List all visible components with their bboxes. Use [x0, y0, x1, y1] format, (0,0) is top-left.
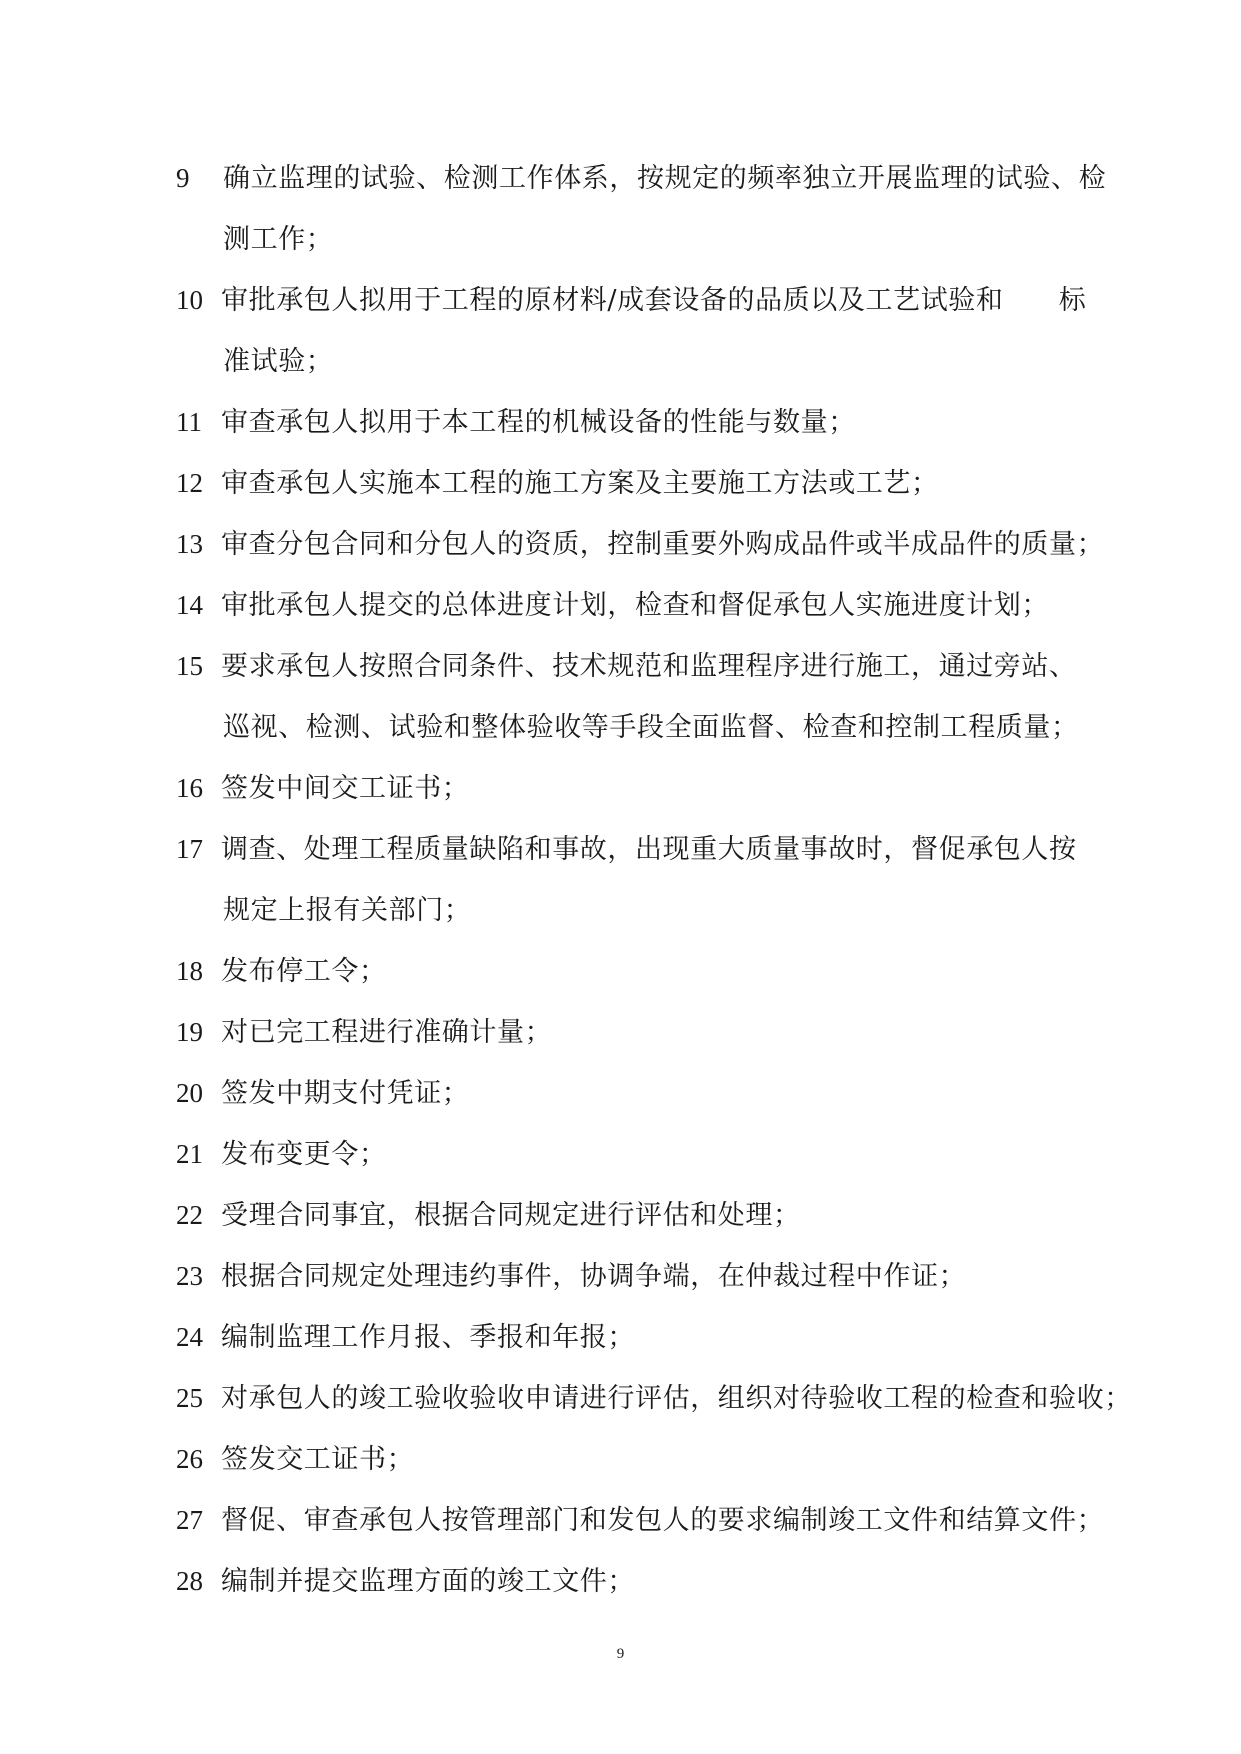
list-item — [176, 148, 1156, 270]
list-item-line — [176, 514, 1156, 575]
list-item-line — [176, 941, 1156, 1002]
item-text-continuation: 测工作； — [223, 224, 334, 255]
list-item-line — [176, 1246, 1156, 1307]
item-text: 发布停工令； — [221, 956, 387, 987]
item-number: 18 — [176, 956, 203, 986]
list-item-line — [176, 270, 1156, 331]
list-item-line — [176, 1185, 1156, 1246]
duty-list — [176, 148, 1156, 1612]
list-item-line — [176, 392, 1156, 453]
item-number: 28 — [176, 1566, 203, 1596]
list-item — [176, 819, 1156, 941]
list-item — [176, 1002, 1156, 1063]
list-item-line — [176, 636, 1156, 697]
item-text: 受理合同事宜，根据合同规定进行评估和处理； — [221, 1200, 801, 1231]
item-number: 21 — [176, 1139, 203, 1169]
list-item — [176, 758, 1156, 819]
item-number: 19 — [176, 1017, 203, 1047]
item-text-continuation: 巡视、检测、试验和整体验收等手段全面监督、检查和控制工程质量； — [223, 712, 1079, 743]
list-item — [176, 1307, 1156, 1368]
item-text: 编制并提交监理方面的竣工文件； — [221, 1566, 635, 1597]
list-item — [176, 453, 1156, 514]
page-number: 9 — [616, 1646, 625, 1662]
item-text: 审批承包人提交的总体进度计划，检查和督促承包人实施进度计划； — [221, 590, 1049, 621]
list-item — [176, 1063, 1156, 1124]
list-item — [176, 636, 1156, 758]
item-text: 督促、审查承包人按管理部门和发包人的要求编制竣工文件和结算文件； — [221, 1505, 1105, 1536]
list-item-line — [176, 758, 1156, 819]
item-text: 调查、处理工程质量缺陷和事故，出现重大质量事故时，督促承包人按 — [221, 834, 1077, 865]
item-number: 27 — [176, 1505, 203, 1535]
item-number: 26 — [176, 1444, 203, 1474]
item-text: 对承包人的竣工验收验收申请进行评估，组织对待验收工程的检查和验收； — [221, 1383, 1132, 1414]
list-item — [176, 1368, 1156, 1429]
item-text: 编制监理工作月报、季报和年报； — [221, 1322, 635, 1353]
item-text: 审查分包合同和分包人的资质，控制重要外购成品件或半成品件的质量； — [221, 529, 1105, 560]
list-item-line — [176, 1002, 1156, 1063]
list-item-line — [176, 1063, 1156, 1124]
list-item — [176, 1185, 1156, 1246]
item-text: 要求承包人按照合同条件、技术规范和监理程序进行施工，通过旁站、 — [221, 651, 1077, 682]
list-item — [176, 270, 1156, 392]
item-text: 审批承包人拟用于工程的原材料/成套设备的品质以及工艺试验和 标 — [221, 285, 1087, 316]
item-text: 根据合同规定处理违约事件，协调争端，在仲裁过程中作证； — [221, 1261, 967, 1292]
item-number: 24 — [176, 1322, 203, 1352]
item-number: 25 — [176, 1383, 203, 1413]
item-text: 签发中期支付凭证； — [221, 1078, 470, 1109]
item-text: 签发中间交工证书； — [221, 773, 470, 804]
item-text: 审查承包人拟用于本工程的机械设备的性能与数量； — [221, 407, 856, 438]
list-item-line — [176, 1368, 1156, 1429]
item-number: 20 — [176, 1078, 203, 1108]
item-number: 9 — [176, 163, 190, 193]
list-item — [176, 1124, 1156, 1185]
list-item — [176, 1551, 1156, 1612]
item-text-continuation: 准试验； — [223, 346, 334, 377]
list-item-line — [176, 1551, 1156, 1612]
list-item-line — [176, 1490, 1156, 1551]
list-item — [176, 1246, 1156, 1307]
item-text: 发布变更令； — [221, 1139, 387, 1170]
item-text-continuation: 规定上报有关部门； — [223, 895, 472, 926]
item-number: 13 — [176, 529, 203, 559]
item-number: 10 — [176, 285, 203, 315]
list-item — [176, 941, 1156, 1002]
item-number: 15 — [176, 651, 203, 681]
item-number: 14 — [176, 590, 203, 620]
item-number: 16 — [176, 773, 203, 803]
list-item-line — [176, 1307, 1156, 1368]
list-item-line — [176, 453, 1156, 514]
item-text: 对已完工程进行准确计量； — [221, 1017, 553, 1048]
item-number: 12 — [176, 468, 203, 498]
list-item — [176, 514, 1156, 575]
item-text: 签发交工证书； — [221, 1444, 415, 1475]
list-item-line — [176, 148, 1156, 209]
list-item — [176, 392, 1156, 453]
list-item-line — [176, 575, 1156, 636]
item-text: 确立监理的试验、检测工作体系，按规定的频率独立开展监理的试验、检 — [223, 163, 1107, 194]
item-number: 22 — [176, 1200, 203, 1230]
item-text: 审查承包人实施本工程的施工方案及主要施工方法或工艺； — [221, 468, 939, 499]
list-item-line — [176, 1124, 1156, 1185]
item-number: 23 — [176, 1261, 203, 1291]
list-item-line — [176, 1429, 1156, 1490]
list-item-line — [176, 819, 1156, 880]
list-item — [176, 575, 1156, 636]
item-number: 17 — [176, 834, 203, 864]
list-item — [176, 1429, 1156, 1490]
item-number: 11 — [176, 407, 202, 437]
list-item — [176, 1490, 1156, 1551]
